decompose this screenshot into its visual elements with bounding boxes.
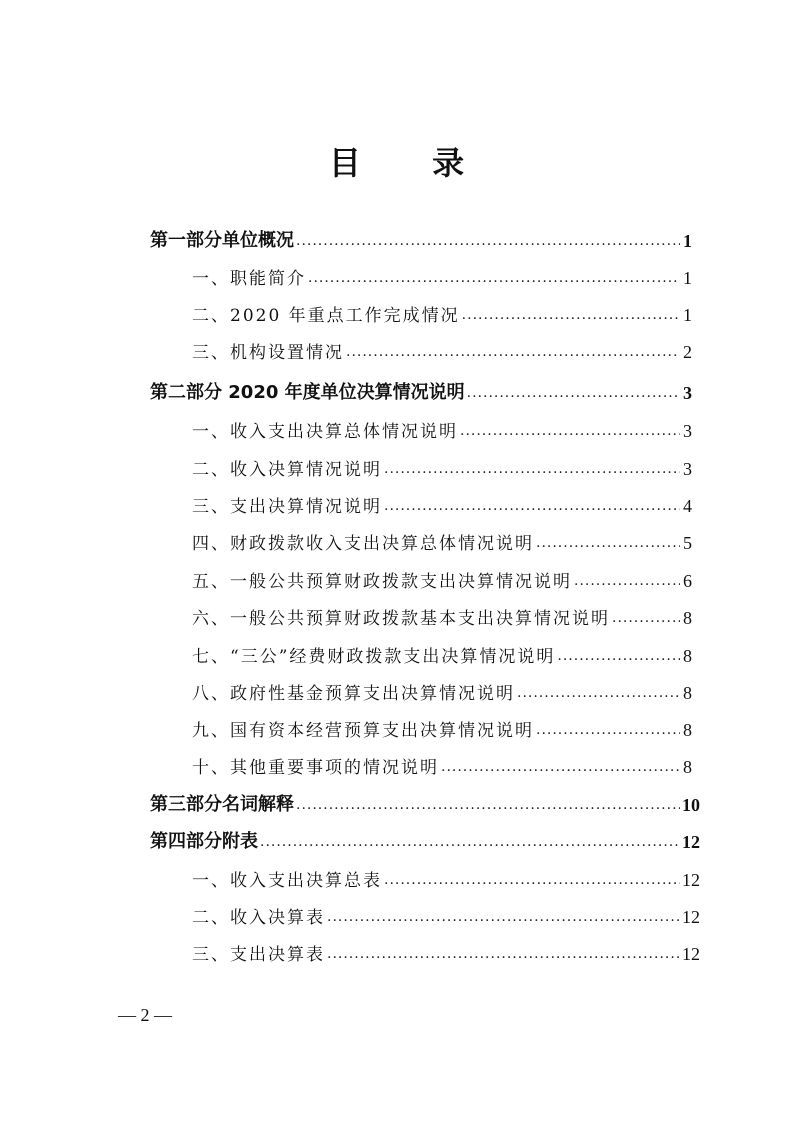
toc-entry[interactable]	[192, 637, 692, 667]
toc-entry-text: 二、收入决算表	[192, 908, 325, 928]
toc-entry[interactable]	[192, 898, 700, 928]
toc-entry-text: 十、其他重要事项的情况说明	[192, 758, 439, 778]
toc-entry[interactable]	[192, 711, 692, 741]
toc-entry-page: 2	[683, 342, 692, 362]
toc-entry-page: 3	[683, 459, 692, 479]
toc-leader	[384, 461, 680, 477]
toc-entry-text: 一、职能简介	[192, 269, 306, 289]
toc-entry-text: 三、机构设置情况	[192, 343, 344, 363]
toc-entry[interactable]	[192, 524, 692, 554]
toc-entry[interactable]	[192, 487, 692, 517]
toc-entry-page: 12	[682, 870, 700, 890]
toc-entry[interactable]	[192, 296, 692, 326]
toc-leader	[460, 423, 680, 439]
toc-leader	[296, 233, 680, 249]
toc-leader	[327, 909, 680, 925]
toc-entry-page: 8	[683, 608, 692, 628]
toc-entry-text: 四、财政拨款收入支出决算总体情况说明	[192, 534, 534, 554]
toc-entry-page: 5	[683, 533, 692, 553]
toc-entry-text: 第四部分附表	[150, 831, 258, 852]
toc-entry-page: 10	[682, 795, 700, 815]
toc-entry[interactable]	[192, 935, 700, 965]
toc-entry[interactable]	[192, 562, 692, 592]
toc-entry-page: 6	[683, 571, 692, 591]
toc-entry-text: 二、2020 年重点工作完成情况	[192, 306, 460, 326]
toc-leader	[346, 344, 680, 360]
toc-leader	[327, 946, 680, 962]
toc-entry-text: 七、“三公”经费财政拨款支出决算情况说明	[192, 647, 556, 667]
toc-leader	[536, 535, 680, 551]
toc-entry-page: 8	[683, 646, 692, 666]
toc-entry[interactable]	[192, 412, 692, 442]
toc-entry-page: 8	[683, 757, 692, 777]
toc-leader	[536, 722, 680, 738]
toc-entry-page: 4	[683, 496, 692, 516]
toc-entry-page: 1	[683, 268, 692, 288]
toc-entry[interactable]	[150, 786, 700, 816]
toc-entry-page: 12	[682, 944, 700, 964]
toc-entry[interactable]	[192, 599, 692, 629]
toc-leader	[260, 834, 680, 850]
toc-entry-text: 三、支出决算表	[192, 945, 325, 965]
toc-entry-text: 三、支出决算情况说明	[192, 497, 382, 517]
toc-entry-page: 3	[683, 421, 692, 441]
page-title: 目 录	[328, 144, 495, 182]
toc-entry[interactable]	[192, 259, 692, 289]
toc-leader	[296, 797, 680, 813]
page-number: — 2 —	[118, 1005, 172, 1025]
toc-leader	[612, 610, 680, 626]
toc-entry-text: 一、收入支出决算总体情况说明	[192, 422, 458, 442]
toc-leader	[308, 270, 680, 286]
toc-leader	[384, 498, 680, 514]
toc-entry-page: 8	[683, 720, 692, 740]
toc-entry[interactable]	[150, 823, 700, 853]
toc-entry[interactable]	[150, 374, 692, 404]
toc-entry-text: 第三部分名词解释	[150, 794, 294, 815]
toc-entry-text: 第二部分 2020 年度单位决算情况说明	[150, 382, 465, 403]
toc-entry-text: 第一部分单位概况	[150, 230, 294, 251]
toc-leader	[384, 872, 680, 888]
toc-entry[interactable]	[192, 333, 692, 363]
toc-entry[interactable]	[192, 674, 692, 704]
toc-leader	[557, 648, 680, 664]
toc-leader	[462, 307, 680, 323]
toc-entry-text: 八、政府性基金预算支出决算情况说明	[192, 684, 515, 704]
toc-entry-text: 六、一般公共预算财政拨款基本支出决算情况说明	[192, 609, 610, 629]
toc-leader	[467, 385, 680, 401]
toc-entry-page: 12	[682, 907, 700, 927]
toc-leader	[574, 573, 680, 589]
toc-entry-text: 九、国有资本经营预算支出决算情况说明	[192, 721, 534, 741]
toc-entry[interactable]	[150, 222, 692, 252]
toc-entry-page: 8	[683, 683, 692, 703]
toc-leader	[441, 759, 680, 775]
toc-entry-text: 一、收入支出决算总表	[192, 871, 382, 891]
toc-entry-text: 二、收入决算情况说明	[192, 460, 382, 480]
toc-entry[interactable]	[192, 748, 692, 778]
toc-leader	[517, 685, 680, 701]
toc-entry-page: 1	[683, 231, 692, 251]
toc-entry-text: 五、一般公共预算财政拨款支出决算情况说明	[192, 572, 572, 592]
toc-entry[interactable]	[192, 450, 692, 480]
toc-entry-page: 12	[682, 832, 700, 852]
toc-entry-page: 3	[683, 383, 692, 403]
toc-entry[interactable]	[192, 861, 700, 891]
toc-entry-page: 1	[683, 305, 692, 325]
